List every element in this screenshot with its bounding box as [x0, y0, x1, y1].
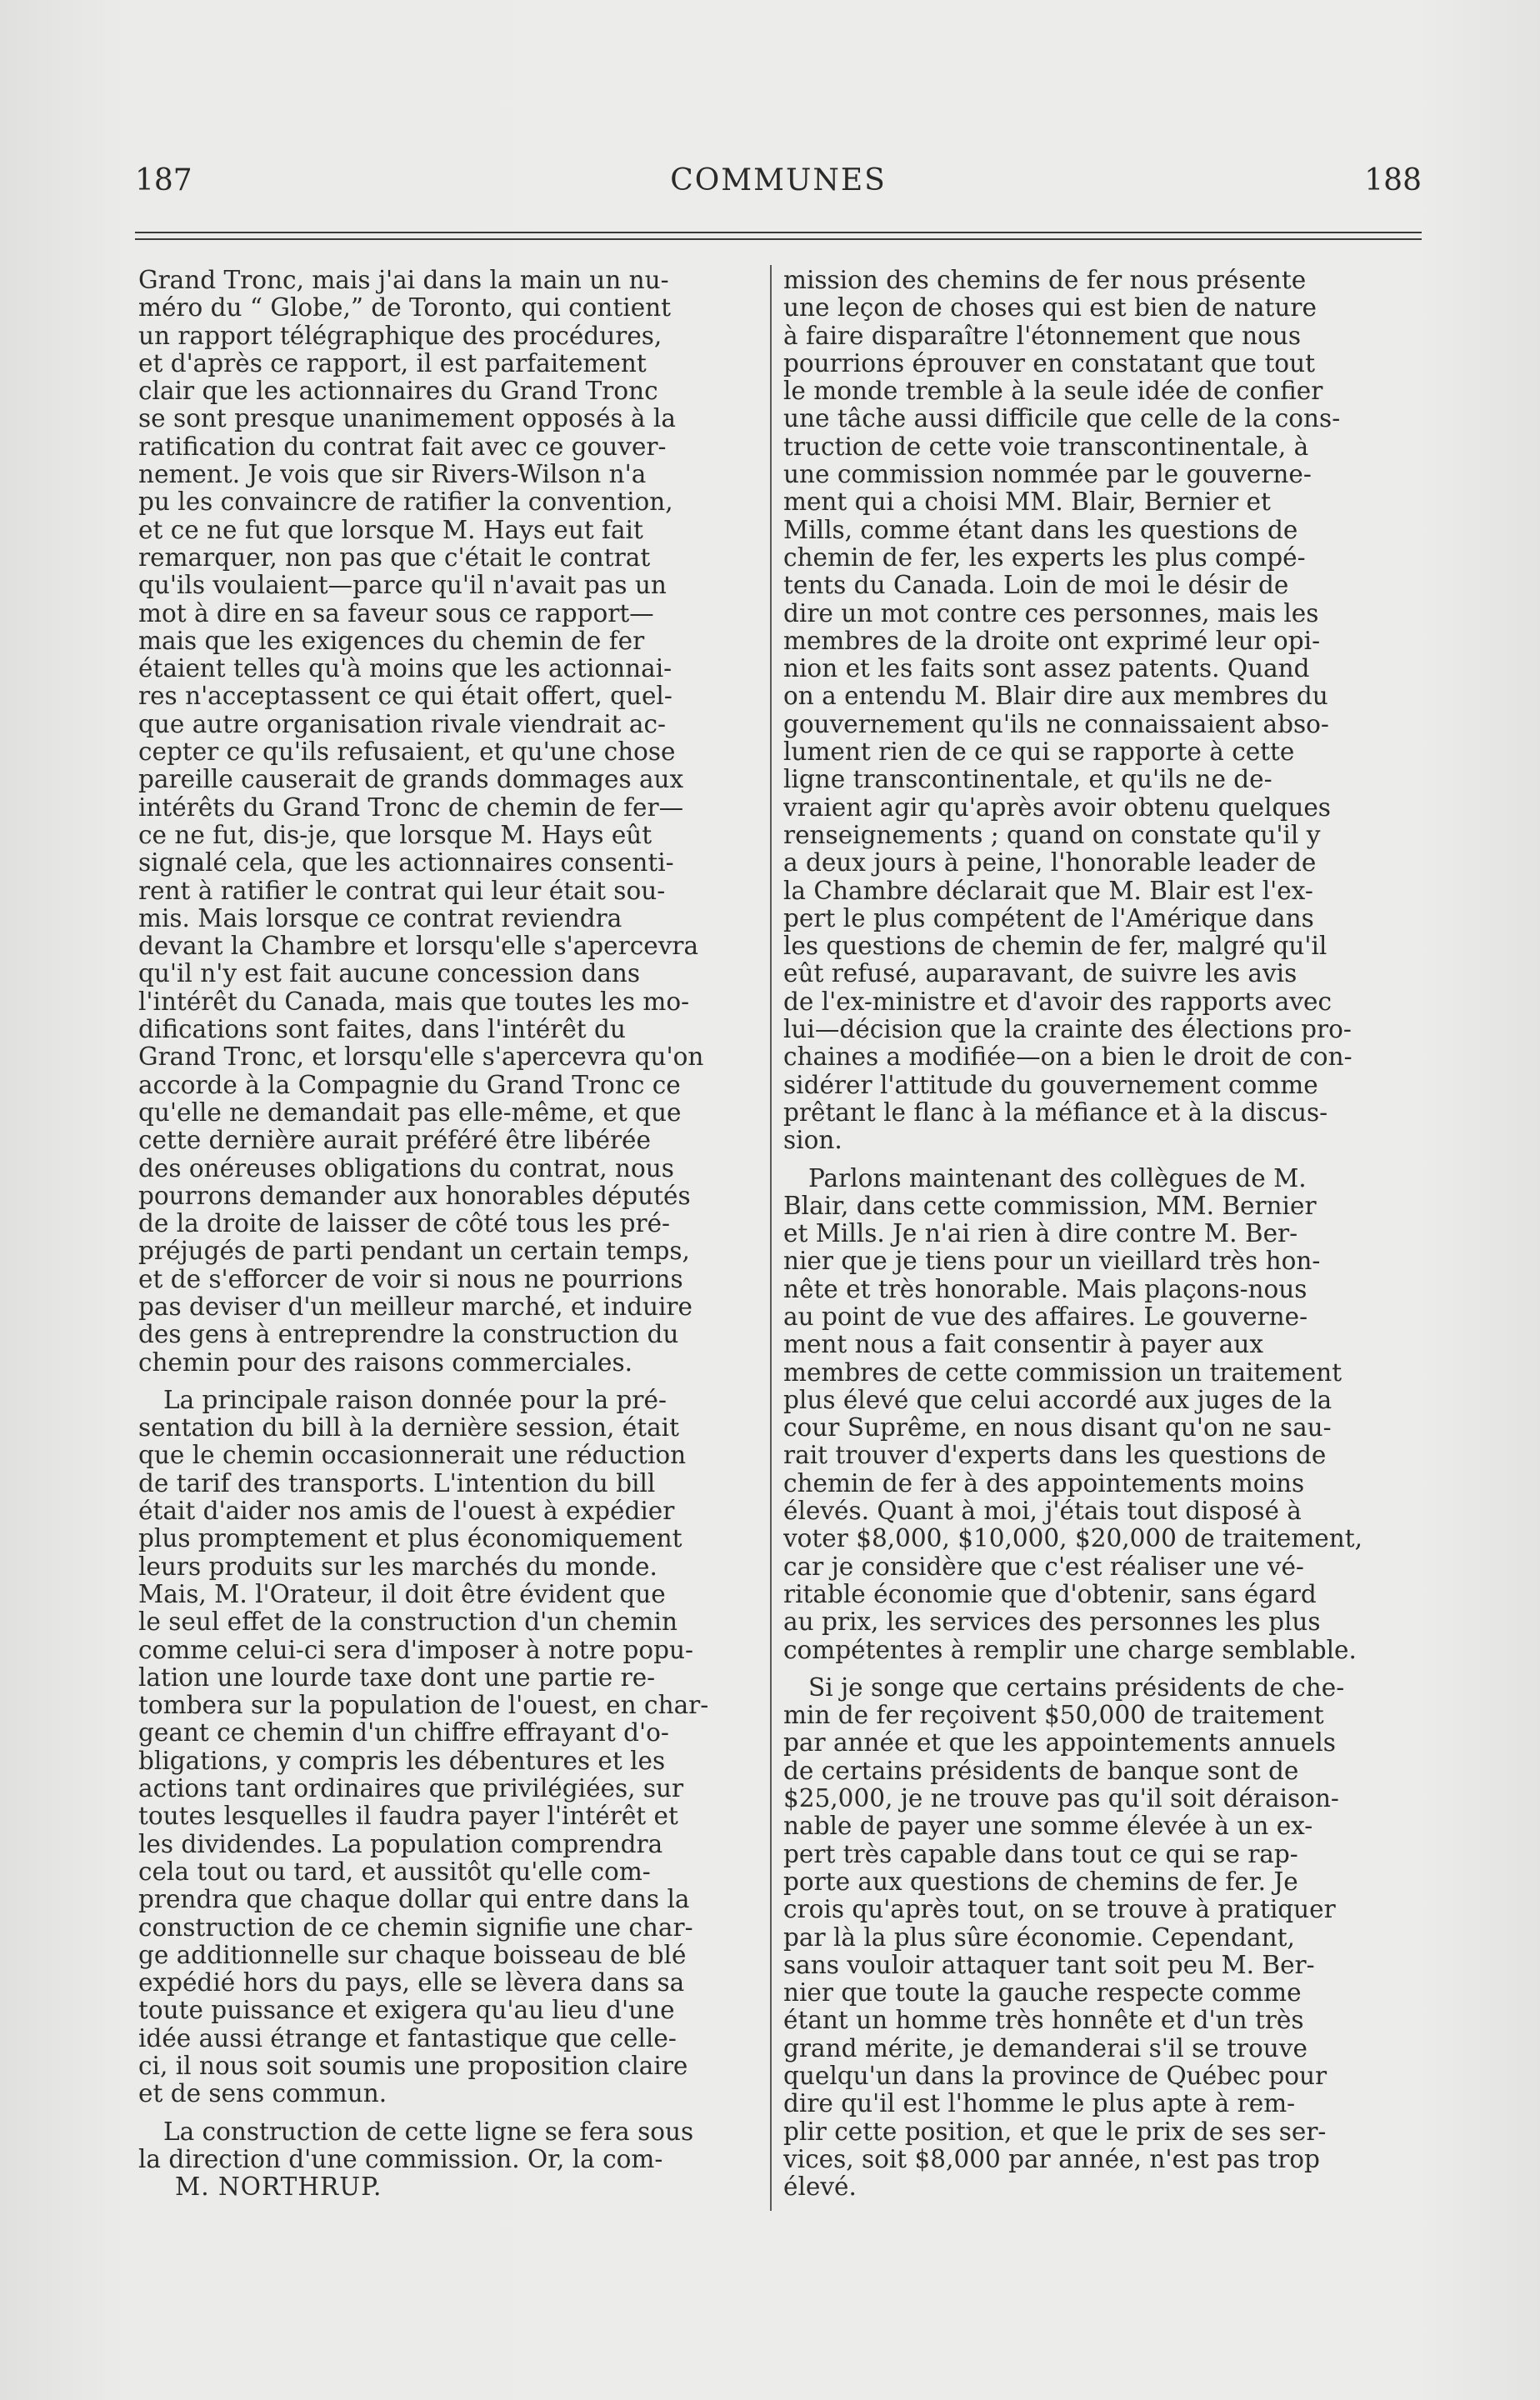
- paragraph-gap: [783, 1664, 1400, 1674]
- text-line: l'intérêt du Canada, mais que toutes les mo-: [138, 988, 690, 1016]
- text-line: et Mills. Je n'ai rien à dire contre M. Ber-: [783, 1220, 1298, 1248]
- text-line: pert très capable dans tout ce qui se rap-: [783, 1840, 1298, 1868]
- text-line: des onéreuses obligations du contrat, nous: [138, 1154, 674, 1182]
- right-column: [783, 267, 1400, 2201]
- text-line: de l'ex-ministre et d'avoir des rapports avec: [783, 988, 1332, 1016]
- text-line: ritable économie que d'obtenir, sans égard: [783, 1580, 1317, 1608]
- text-line: la Chambre déclarait que M. Blair est l'ex-: [783, 877, 1313, 905]
- text-line: lument rien de ce qui se rapporte à cette: [783, 738, 1295, 767]
- text-line: intérêts du Grand Tronc de chemin de fer—: [138, 793, 684, 822]
- text-line: tombera sur la population de l'ouest, en char-: [138, 1692, 709, 1720]
- text-line: nion et les faits sont assez patents. Quand: [783, 655, 1310, 683]
- text-line: Blair, dans cette commission, MM. Bernier: [783, 1192, 1317, 1220]
- text-line: voter $8,000, $10,000, $20,000 de traitement,: [783, 1525, 1362, 1553]
- text-line: mis. Mais lorsque ce contrat reviendra: [138, 904, 622, 932]
- text-line: min de fer reçoivent $50,000 de traitement: [783, 1702, 1324, 1730]
- page-header: [135, 163, 1422, 213]
- text-line: qu'il n'y est fait aucune concession dans: [138, 960, 641, 988]
- column-divider: [770, 265, 772, 2211]
- text-line: préjugés de parti pendant un certain temps,: [138, 1238, 690, 1266]
- text-line: mission des chemins de fer nous présente: [783, 267, 1307, 294]
- text-line: dire qu'il est l'homme le plus apte à rem-: [783, 2090, 1296, 2118]
- text-line: a deux jours à peine, l'honorable leader de: [783, 849, 1317, 878]
- text-line: une tâche aussi difficile que celle de la cons-: [783, 405, 1341, 433]
- text-line: signalé cela, que les actionnaires consenti-: [138, 849, 674, 878]
- text-line: bligations, y compris les débentures et les: [138, 1747, 666, 1775]
- text-line: ge additionnelle sur chaque boisseau de blé: [138, 1941, 687, 1969]
- text-line: difications sont faites, dans l'intérêt du: [138, 1016, 626, 1044]
- text-line: la direction d'une commission. Or, la com-: [138, 2145, 663, 2173]
- text-line: porte aux questions de chemins de fer. Je: [783, 1868, 1298, 1896]
- text-line: nable de payer une somme élevée à un ex-: [783, 1812, 1313, 1841]
- text-line: chemin pour des raisons commerciales.: [138, 1348, 633, 1377]
- text-line: chaines a modifiée—on a bien le droit de con-: [783, 1043, 1352, 1072]
- text-line: et d'après ce rapport, il est parfaitement: [138, 349, 647, 378]
- paragraph: [783, 1674, 1400, 2202]
- text-line: on a entendu M. Blair dire aux membres du: [783, 682, 1328, 711]
- text-line: vraient agir qu'après avoir obtenu quelques: [783, 793, 1331, 822]
- text-line: au point de vue des affaires. Le gouverne-: [783, 1302, 1308, 1331]
- text-line: les dividendes. La population comprendra: [138, 1830, 663, 1858]
- text-line: de certains présidents de banque sont de: [783, 1757, 1299, 1785]
- text-line: ligne transcontinentale, et qu'ils ne de-: [783, 766, 1272, 794]
- text-line: ci, il nous soit soumis une proposition claire: [138, 2052, 688, 2080]
- text-line: ment nous a fait consentir à payer aux: [783, 1331, 1263, 1359]
- text-line: chemin de fer à des appointements moins: [783, 1469, 1305, 1498]
- text-line: idée aussi étrange et fantastique que celle-: [138, 2024, 677, 2052]
- left-column: [138, 267, 755, 2201]
- text-line: de tarif des transports. L'intention du bill: [138, 1469, 656, 1498]
- text-line: par année et que les appointements annuels: [783, 1729, 1336, 1758]
- text-line: devant la Chambre et lorsqu'elle s'apercevra: [138, 932, 699, 961]
- text-line: compétentes à remplir une charge semblable.: [783, 1636, 1357, 1664]
- text-line: pert le plus compétent de l'Amérique dans: [783, 904, 1314, 932]
- text-line: clair que les actionnaires du Grand Tronc: [138, 378, 658, 406]
- text-line: pareille causerait de grands dommages aux: [138, 766, 684, 794]
- text-line: cour Suprême, en nous disant qu'on ne sau-: [783, 1414, 1332, 1442]
- text-line: sentation du bill à la dernière session, était: [138, 1414, 679, 1442]
- text-line: lui—décision que la crainte des élections pro-: [783, 1016, 1352, 1044]
- text-line: nier que je tiens pour un vieillard très hon-: [783, 1248, 1321, 1276]
- text-line: crois qu'après tout, on se trouve à pratiquer: [783, 1896, 1336, 1924]
- text-line: pas deviser d'un meilleur marché, et induire: [138, 1292, 692, 1321]
- text-line: de la droite de laisser de côté tous les pré-: [138, 1210, 671, 1238]
- text-line: ce ne fut, dis-je, que lorsque M. Hays eût: [138, 821, 652, 849]
- text-line: lation une lourde taxe dont une partie re-: [138, 1663, 656, 1692]
- text-line: se sont presque unanimement opposés à la: [138, 405, 676, 433]
- text-line: ratification du contrat fait avec ce gouver-: [138, 432, 667, 461]
- text-line: Grand Tronc, mais j'ai dans la main un nu-: [138, 267, 669, 294]
- text-line: qu'elle ne demandait pas elle-même, et que: [138, 1098, 682, 1127]
- text-line: qu'ils voulaient—parce qu'il n'avait pas un: [138, 572, 667, 600]
- text-line: Mais, M. l'Orateur, il doit être évident que: [138, 1580, 666, 1608]
- paragraph-gap: [138, 2108, 755, 2118]
- text-line: des gens à entreprendre la construction du: [138, 1321, 679, 1349]
- text-line: rait trouver d'experts dans les questions de: [783, 1442, 1327, 1470]
- text-line: sidérer l'attitude du gouvernement comme: [783, 1071, 1318, 1099]
- text-line: nement. Je vois que sir Rivers-Wilson n'a: [138, 461, 647, 489]
- text-line: Grand Tronc, et lorsqu'elle s'apercevra qu'on: [138, 1043, 704, 1072]
- text-line: cepter ce qu'ils refusaient, et qu'une chose: [138, 738, 676, 767]
- text-line: à faire disparaître l'étonnement que nous: [783, 322, 1302, 350]
- text-line: accorde à la Compagnie du Grand Tronc ce: [138, 1071, 681, 1099]
- text-line: quelqu'un dans la province de Québec pour: [783, 2062, 1328, 2090]
- text-line: cela tout ou tard, et aussitôt qu'elle com-: [138, 1858, 651, 1886]
- text-line: les questions de chemin de fer, malgré qu'il: [783, 932, 1328, 961]
- text-line: nête et très honorable. Mais plaçons-nous: [783, 1275, 1308, 1303]
- text-line: sion.: [783, 1127, 842, 1155]
- text-line: remarquer, non pas que c'était le contrat: [138, 543, 651, 572]
- text-line: leurs produits sur les marchés du monde.: [138, 1552, 658, 1581]
- text-line: et de s'efforcer de voir si nous ne pourrions: [138, 1265, 683, 1293]
- text-line: truction de cette voie transcontinentale, à: [783, 432, 1309, 461]
- paragraph: [138, 267, 755, 1377]
- text-line: tents du Canada. Loin de moi le désir de: [783, 572, 1289, 600]
- paragraph-gap: [138, 1377, 755, 1387]
- text-line: geant ce chemin d'un chiffre effrayant d'o-: [138, 1719, 669, 1748]
- text-line: $25,000, je ne trouve pas qu'il soit déraison-: [783, 1785, 1339, 1813]
- header-double-rule: [135, 232, 1422, 240]
- text-line: plir cette position, et que le prix de ses ser-: [783, 2118, 1327, 2146]
- text-line: car je considère que c'est réaliser une vé-: [783, 1552, 1304, 1581]
- text-line: La construction de cette ligne se fera sous: [163, 2118, 694, 2146]
- text-line: gouvernement qu'ils ne connaissaient abso-: [783, 710, 1329, 738]
- text-line: rent à ratifier le contrat qui leur était sou-: [138, 877, 666, 905]
- text-line: cette dernière aurait préféré être libérée: [138, 1127, 651, 1155]
- text-line: un rapport télégraphique des procédures,: [138, 322, 662, 350]
- text-line: chemin de fer, les experts les plus compé-: [783, 543, 1306, 572]
- text-line: mot à dire en sa faveur sous ce rapport—: [138, 599, 654, 628]
- text-line: prendra que chaque dollar qui entre dans la: [138, 1886, 690, 1914]
- text-line: toutes lesquelles il faudra payer l'intérêt et: [138, 1802, 678, 1831]
- text-line: pu les convaincre de ratifier la convention,: [138, 488, 673, 517]
- text-line: le monde tremble à la seule idée de confier: [783, 378, 1323, 406]
- text-line: et de sens commun.: [138, 2080, 388, 2108]
- text-line: La principale raison donnée pour la pré-: [163, 1386, 667, 1414]
- text-line: plus élevé que celui accordé aux juges de la: [783, 1386, 1332, 1414]
- text-line: membres de cette commission un traitement: [783, 1358, 1342, 1387]
- text-line: construction de ce chemin signifie une char-: [138, 1913, 693, 1942]
- text-line: par là la plus sûre économie. Cependant,: [783, 1923, 1295, 1952]
- text-line: élevés. Quant à moi, j'étais tout disposé à: [783, 1498, 1302, 1526]
- text-line: toute puissance et exigera qu'au lieu d'une: [138, 1997, 675, 2025]
- text-line: renseignements ; quand on constate qu'il y: [783, 821, 1321, 849]
- text-line: étaient telles qu'à moins que les actionnai-: [138, 655, 672, 683]
- text-line: grand mérite, je demanderai s'il se trouve: [783, 2034, 1308, 2062]
- paragraph: [783, 267, 1400, 1155]
- text-line: le seul effet de la construction d'un chemin: [138, 1608, 678, 1637]
- text-line: eût refusé, auparavant, de suivre les avis: [783, 960, 1298, 988]
- paragraph: [138, 1387, 755, 2108]
- page-number-right: 188: [1364, 163, 1422, 198]
- text-line: ment qui a choisi MM. Blair, Bernier et: [783, 488, 1271, 517]
- text-line: étant un homme très honnête et d'un très: [783, 2007, 1304, 2035]
- text-line: que autre organisation rivale viendrait ac-: [138, 710, 666, 738]
- text-line: Mills, comme étant dans les questions de: [783, 516, 1298, 544]
- text-line: mais que les exigences du chemin de fer: [138, 627, 645, 655]
- text-line: une commission nommée par le gouverne-: [783, 461, 1312, 489]
- text-line: sans vouloir attaquer tant soit peu M. Ber-: [783, 1951, 1315, 1979]
- text-line: Parlons maintenant des collègues de M.: [808, 1164, 1307, 1192]
- text-line: plus promptement et plus économiquement: [138, 1525, 682, 1553]
- running-title: COMMUNES: [670, 163, 887, 198]
- text-line: comme celui-ci sera d'imposer à notre popu-: [138, 1636, 694, 1664]
- page-number-left: 187: [135, 163, 192, 198]
- text-line: et ce ne fut que lorsque M. Hays eut fait: [138, 516, 643, 544]
- text-line: méro du “ Globe,” de Toronto, qui contient: [138, 294, 672, 322]
- text-line: élevé.: [783, 2173, 857, 2202]
- text-line: vices, soit $8,000 par année, n'est pas trop: [783, 2145, 1320, 2173]
- text-line: au prix, les services des personnes les plus: [783, 1608, 1321, 1637]
- paragraph: [138, 2118, 755, 2174]
- text-line: expédié hors du pays, elle se lèvera dans sa: [138, 1969, 685, 1998]
- text-line: actions tant ordinaires que privilégiées, sur: [138, 1775, 684, 1803]
- text-line: nier que toute la gauche respecte comme: [783, 1979, 1302, 2008]
- text-line: pourrons demander aux honorables députés: [138, 1182, 691, 1210]
- text-line: prêtant le flanc à la méfiance et à la discus-: [783, 1098, 1328, 1127]
- paragraph-gap: [783, 1155, 1400, 1165]
- text-line: que le chemin occasionnerait une réduction: [138, 1442, 687, 1470]
- text-line: Si je songe que certains présidents de che-: [808, 1673, 1345, 1702]
- text-line: pourrions éprouver en constatant que tout: [783, 349, 1315, 378]
- text-line: une leçon de choses qui est bien de nature: [783, 294, 1317, 322]
- text-line: dire un mot contre ces personnes, mais les: [783, 599, 1319, 628]
- text-line: était d'aider nos amis de l'ouest à expédier: [138, 1498, 675, 1526]
- paragraph: [783, 1165, 1400, 1664]
- text-line: res n'acceptassent ce qui était offert, quel-: [138, 682, 672, 711]
- text-line: membres de la droite ont exprimé leur opi-: [783, 627, 1321, 655]
- speaker-signature: M. NORTHRUP.: [175, 2173, 382, 2202]
